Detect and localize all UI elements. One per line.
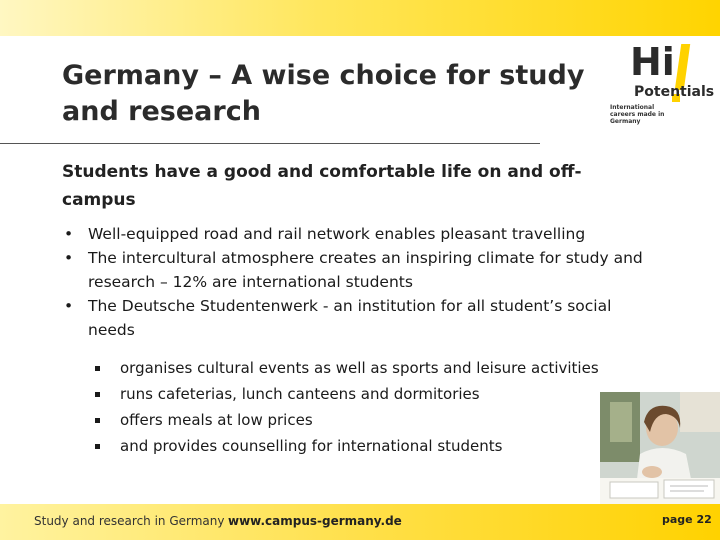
sub-bullet-list [92, 355, 612, 459]
student-studying-photo [600, 392, 720, 504]
bullet-item: • Well-equipped road and rail network enables pleasant travelling [62, 222, 662, 246]
footer-caption: Study and research in Germany [34, 514, 225, 528]
bullet-list [62, 222, 662, 342]
page-number [662, 513, 712, 526]
sub-bullet-item: organises cultural events as well as sports and leisure activities [92, 355, 612, 381]
bullet-item: • The intercultural atmosphere creates an inspiring climate for study and research – 12% are international students [62, 246, 662, 294]
page-label: page [662, 513, 693, 526]
logo-tagline: International careers made in Germany [610, 104, 665, 125]
hi-potentials-logo [610, 38, 715, 125]
section-subheading: Students have a good and comfortable life on and off-campus [62, 162, 582, 210]
logo-name: Potentials [634, 84, 715, 100]
page-number-value: 22 [696, 513, 712, 526]
logo-hi-text: Hi [630, 40, 675, 84]
top-yellow-band [0, 0, 720, 36]
sub-bullet-item: runs cafeterias, lunch canteens and dormitories [92, 381, 612, 407]
sub-bullet-item: offers meals at low prices [92, 407, 612, 433]
footer-website-link[interactable]: www.campus-germany.de [228, 514, 402, 528]
sub-bullet-item: and provides counselling for international students [92, 433, 612, 459]
bullet-item: • The Deutsche Studentenwerk - an institution for all student’s social needs [62, 294, 662, 342]
title-divider [0, 143, 540, 144]
slide-title: Germany – A wise choice for study and research [62, 60, 585, 127]
